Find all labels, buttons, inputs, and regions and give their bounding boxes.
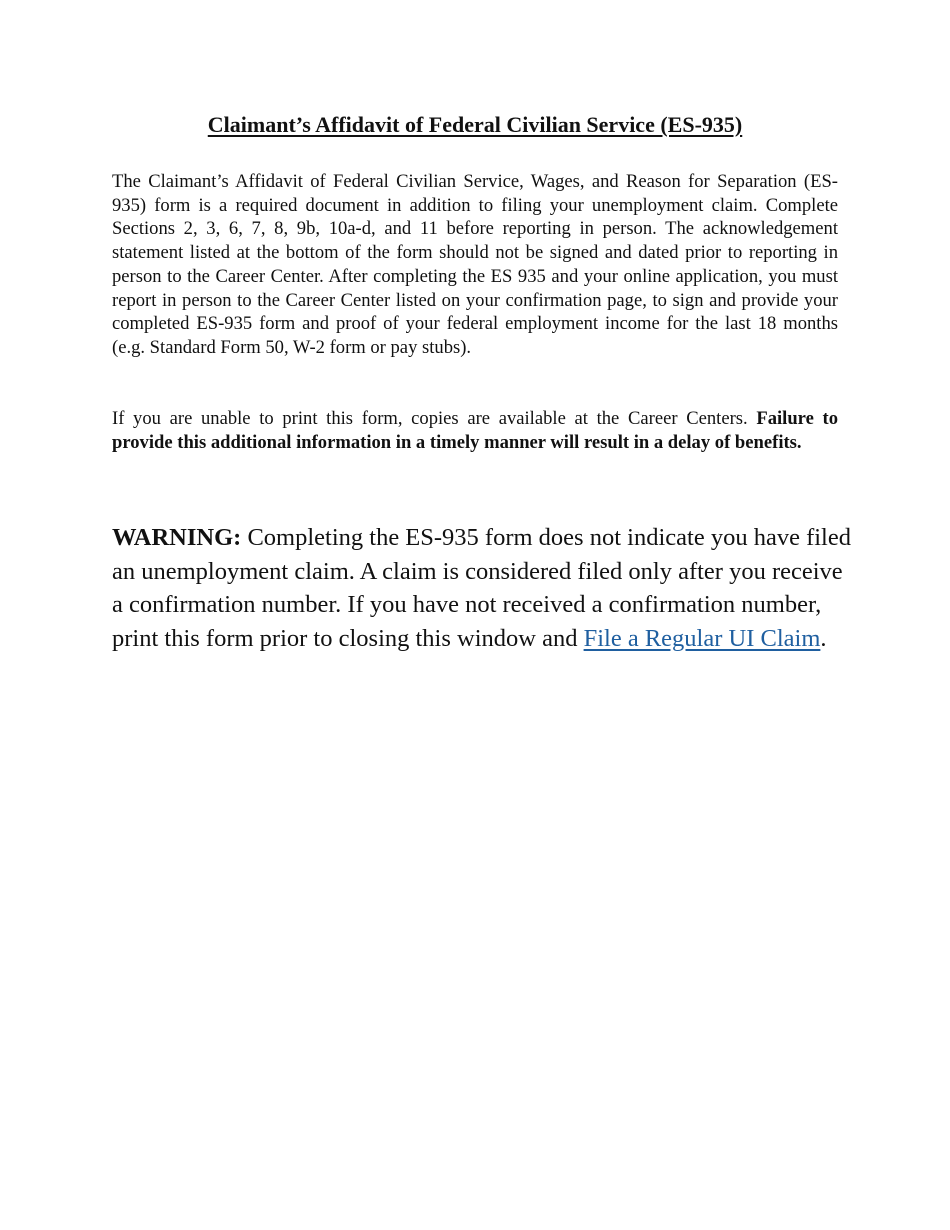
warning-paragraph [112, 521, 852, 656]
print-availability-text: If you are unable to print this form, copies are available at the Career Centers. [112, 408, 748, 429]
intro-paragraph: The Claimant’s Affidavit of Federal Civilian Service, Wages, and Reason for Separation (ES-935) form is a required document in addition to filing your unemployment claim. Complete Sections 2, 3, 6, 7, 8, 9b, 10a-d, and 11 before reporting in person. The acknowledgement statement listed at the bottom of the form should not be signed and dated prior to reporting in person to the Career Center. After completing the ES 935 and your online application, you must report in person to the Career Center listed on your confirmation page, to sign and provide your completed ES-935 form and proof of your federal employment income for the last 18 months (e.g. Standard Form 50, W-2 form or pay stubs). [112, 171, 838, 358]
print-notice-paragraph [112, 407, 838, 454]
warning-label: WARNING: [112, 524, 242, 551]
failure-notice: Failure to provide this additional information in a timely manner will result in a delay of benefits. [112, 408, 839, 453]
file-regular-ui-claim-link[interactable]: File a Regular UI Claim [583, 625, 821, 653]
warning-end-punctuation: . [820, 625, 827, 653]
page-title: Claimant’s Affidavit of Federal Civilian Service (ES-935) [207, 112, 743, 137]
warning-text: Completing the ES-935 form does not indicate you have filed an unemployment claim. A claim is considered filed only after you receive a confirmation number. If you have not received a confirmation number, print this form prior to closing this window and [112, 524, 851, 653]
